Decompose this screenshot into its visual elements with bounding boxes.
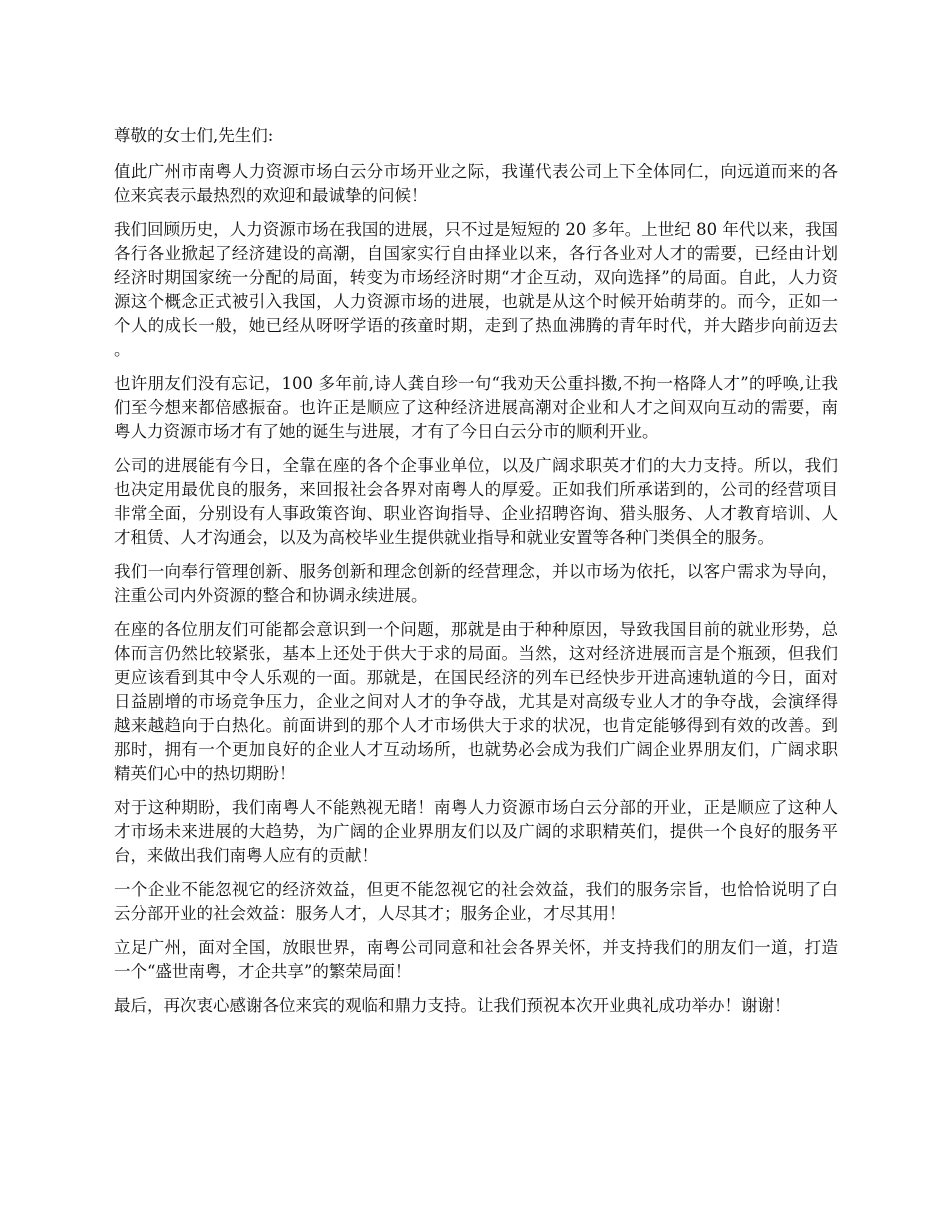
- paragraph-expectation: 对于这种期盼，我们南粤人不能熟视无睹！南粤人力资源市场白云分部的开业，正是顺应了这种人才市场未来进展的大趋势，为广阔的企业界朋友们以及广阔的求职精英们，提供一个良好的服务平台，来做出我们南粤人应有的贡献！: [114, 798, 838, 865]
- salutation: 尊敬的女士们,先生们:: [114, 126, 274, 145]
- paragraph-closing: 最后，再次衷心感谢各位来宾的观临和鼎力支持。让我们预祝本次开业典礼成功举办！谢谢！: [114, 996, 791, 1015]
- paragraph-poem-quote: 也许朋友们没有忘记，100 多年前,诗人龚自珍一句“我劝天公重抖擞,不拘一格降人才”的呼唤,让我们至今想来都倍感振奋。也许正是顺应了这种经济进展高潮对企业和人才之间双向互动的需要，南粤人力资源市场才有了她的诞生与进展，才有了今日白云分市的顺利开业。: [114, 374, 838, 441]
- paragraph-history: 我们回顾历史，人力资源市场在我国的进展，只不过是短短的 20 多年。上世纪 80 年代以来，我国各行各业掀起了经济建设的高潮，自国家实行自由择业以来，各行各业对人才的需要，已经由计划经济时期国家统一分配的局面，转变为市场经济时期“才企互动，双向选择”的局面。自此，人力资源这个概念正式被引入我国，人力资源市场的进展，也就是从这个时候开始萌芽的。而今，正如一个人的成长一般，她已经从呀呀学语的孩童时期，走到了热血沸腾的青年时代，并大踏步向前迈去。: [114, 220, 838, 359]
- paragraph-welcome: 值此广州市南粤人力资源市场白云分市场开业之际，我谨代表公司上下全体同仁，向远道而来的各位来宾表示最热烈的欢迎和最诚挚的问候！: [114, 162, 838, 205]
- paragraph-philosophy: 我们一向奉行管理创新、服务创新和理念创新的经营理念，并以市场为依托，以客户需求为导向，注重公司内外资源的整合和协调永续进展。: [114, 562, 838, 605]
- paragraph-vision: 立足广州，面对全国，放眼世界，南粤公司同意和社会各界关怀，并支持我们的朋友们一道，打造一个“盛世南粤，才企共享”的繁荣局面！: [114, 938, 838, 981]
- paragraph-services: 公司的进展能有今日，全靠在座的各个企事业单位，以及广阔求职英才们的大力支持。所以，我们也决定用最优良的服务，来回报社会各界对南粤人的厚爱。正如我们所承诺到的，公司的经营项目非常全面，分别设有人事政策咨询、职业咨询指导、企业招聘咨询、猎头服务、人才教育培训、人才租赁、人才沟通会，以及为高校毕业生提供就业指导和就业安置等各种门类俱全的服务。: [114, 456, 838, 547]
- paragraph-social-benefit: 一个企业不能忽视它的经济效益，但更不能忽视它的社会效益，我们的服务宗旨，也恰恰说明了白云分部开业的社会效益：服务人才，人尽其才；服务企业，才尽其用！: [114, 880, 838, 923]
- speech-body: [114, 124, 838, 1028]
- paragraph-employment: 在座的各位朋友们可能都会意识到一个问题，那就是由于种种原因，导致我国目前的就业形势，总体而言仍然比较紧张，基本上还处于供大于求的局面。当然，这对经济进展而言是个瓶颈，但我们更应该看到其中令人乐观的一面。那就是，在国民经济的列车已经快步开进高速轨道的今日，面对日益剧增的市场竞争压力，企业之间对人才的争夺战，尤其是对高级专业人才的争夺战，会演绎得越来越趋向于白热化。前面讲到的那个人才市场供大于求的状况，也肯定能够得到有效的改善。到那时，拥有一个更加良好的企业人才互动场所，也就势必会成为我们广阔企业界朋友们，广阔求职精英们心中的热切期盼！: [114, 620, 838, 783]
